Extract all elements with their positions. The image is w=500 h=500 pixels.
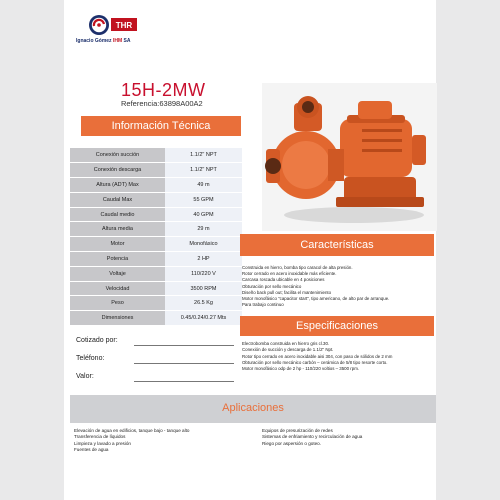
spec-value: 3500 RPM — [165, 281, 242, 296]
logo-caption-name: Ignacio Gómez — [76, 38, 112, 44]
spec-label: Peso — [70, 296, 165, 311]
company-logo — [75, 13, 147, 50]
info-tecnica-header: Información Técnica — [81, 116, 241, 136]
spec-value: 26.5 Kg — [165, 296, 242, 311]
spec-row — [70, 281, 242, 296]
logo-mark-icon — [75, 13, 147, 39]
spec-table — [70, 148, 242, 326]
spec-label: Potencia — [70, 252, 165, 267]
spec-value: 1.1/2" NPT — [165, 163, 242, 178]
spec-row — [70, 163, 242, 178]
quoted-by-label: Cotizado por: — [76, 337, 118, 344]
spec-label: Caudal Max — [70, 192, 165, 207]
spec-row — [70, 178, 242, 193]
spec-row — [70, 148, 242, 163]
caracteristica-item: Construida en hierro, bomba tipo caracol de alta presión. — [242, 265, 353, 270]
spec-label: Conexión descarga — [70, 163, 165, 178]
aplicaciones-title: Aplicaciones — [222, 402, 284, 414]
aplicacion-item: Transferencia de líquidos — [74, 434, 126, 440]
spec-label: Conexión succión — [70, 148, 165, 163]
spec-row — [70, 222, 242, 237]
model-title: 15H-2MW — [121, 80, 206, 100]
caracteristica-item: Rotor cerrado en acero inoxidable más eficiente. — [242, 271, 337, 277]
spec-value: 2 HP — [165, 252, 242, 267]
spec-value: 0.45/0.24/0.27 Mts — [165, 311, 242, 326]
spec-value: Monofásico — [165, 237, 242, 252]
phone-field — [76, 355, 104, 362]
especificacion-item: Electrobomba construida en hierro gris cl.30. — [242, 341, 330, 346]
aplicacion-item: Elevación de agua en edificios, tanque bajo - tanque alto — [74, 428, 190, 433]
especificacion-item: Obturación por sello mecánico carbón – cerámica de 5/8 tipo resorte corto. — [242, 359, 388, 365]
aplicacion-item: Riego por aspersión o goteo. — [262, 440, 321, 446]
pump-icon — [262, 83, 437, 231]
phone-label: Teléfono: — [76, 355, 105, 362]
value-line — [134, 381, 234, 382]
spec-row — [70, 252, 242, 267]
spec-row — [70, 237, 242, 252]
quoted-by-line — [134, 345, 234, 346]
caracteristica-item: Motor monofásico "capacitor start", tipo americano, de alto par de arranque. — [242, 296, 390, 302]
logo-caption — [76, 38, 130, 44]
caracteristica-item: Diseño back pull out; facilita el mantenimiento — [242, 289, 332, 295]
spec-label: Altura media — [70, 222, 165, 237]
caracteristica-item: Para trabajo continuo — [242, 302, 284, 308]
value-field — [76, 373, 94, 380]
spec-row — [70, 192, 242, 207]
spec-label: Motor — [70, 237, 165, 252]
aplicaciones-list-right — [262, 428, 432, 447]
spec-row — [70, 296, 242, 311]
reference-number: Referencia:63898A00A2 — [121, 99, 203, 108]
caracteristica-item: Obturación por sello mecánico — [242, 283, 302, 289]
spec-value: 1.1/2" NPT — [165, 148, 242, 163]
spec-value: 55 GPM — [165, 192, 242, 207]
logo-text: THR — [115, 21, 133, 30]
especificaciones-header: Especificaciones — [240, 316, 434, 336]
aplicacion-item: Fuentes de agua — [74, 447, 109, 453]
spec-label: Velocidad — [70, 281, 165, 296]
spec-sheet — [64, 0, 436, 500]
spec-label: Voltaje — [70, 266, 165, 281]
phone-line — [134, 363, 234, 364]
especificacion-item: Rotor tipo cerrado en acero inoxidable aisi 304, con paso de sólidos de 2 mm — [242, 353, 393, 359]
pump-photo — [262, 83, 437, 231]
caracteristicas-list — [242, 265, 437, 308]
spec-row — [70, 266, 242, 281]
spec-label: Dimensiones — [70, 311, 165, 326]
caracteristicas-header: Características — [240, 234, 434, 256]
logo-caption-brand: IHM — [112, 38, 123, 44]
aplicacion-item: Equipos de presurización de redes — [262, 428, 333, 433]
spec-value: 49 m — [165, 178, 242, 193]
caracteristica-item: Carcasa roscada ubicable en 4 posiciones — [242, 277, 325, 283]
quoted-by-field — [76, 337, 118, 344]
aplicacion-item: Limpieza y lavado a presión — [74, 440, 131, 446]
aplicaciones-band — [70, 395, 436, 423]
logo-caption-suffix: SA — [123, 38, 131, 44]
spec-value: 29 m — [165, 222, 242, 237]
spec-row — [70, 207, 242, 222]
spec-value: 40 GPM — [165, 207, 242, 222]
aplicaciones-list-left — [74, 428, 224, 454]
spec-label: Caudal medio — [70, 207, 165, 222]
especificaciones-list — [242, 341, 437, 372]
especificacion-item: Conexión de succión y descarga de 1.1/2" Npt. — [242, 347, 334, 353]
value-label: Valor: — [76, 373, 94, 380]
spec-value: 110/220 V — [165, 266, 242, 281]
spec-row — [70, 311, 242, 326]
spec-label: Altura (ADT) Max — [70, 178, 165, 193]
especificacion-item: Motor monofásico odp de 2 hp - 110/220 voltios – 3500 rpm. — [242, 366, 360, 372]
aplicacion-item: Sistemas de enfriamiento y recirculación de agua — [262, 434, 363, 440]
